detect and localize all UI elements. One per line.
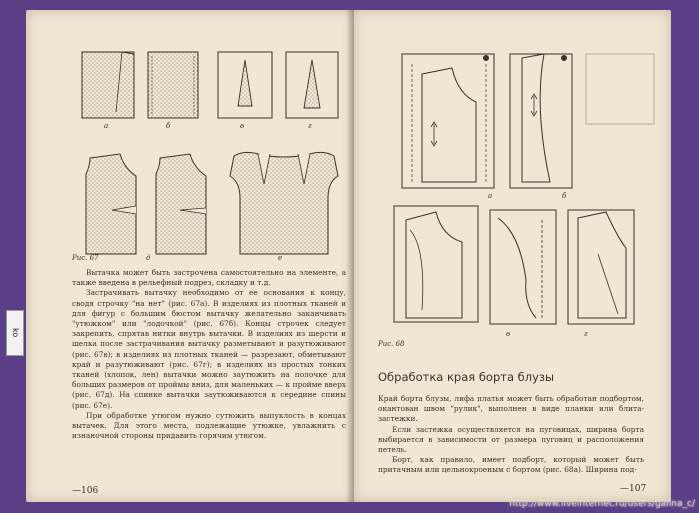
paragraph: Застрачивать вытачку необходимо от ее основания к концу, сводя строчку "на нет" (рис. 67а). В изделиях из плотных тканей и для фигур с большим бюстом вытачку желательно заканчивать "утюжком" или "лодочкой" (рис. 67б). Концы строчек следует закрепить, спрятав нитки внутрь вытачки. В изделиях из шерсти и шелка после застрачивания вытачку разметывают и разутюживают (рис. 67в); в изделиях из плотных тканей — разрезают, обметывают край и разутюживают (рис. 67г); в изделиях из простых тонких тканей (хлопок, лен) вытачки можно заутюжить на полочке для больших размеров от проймы вниз, для маленьких — к пройме вверх (рис. 67д). На спинке вытачки заутюживаются к середине спины (рис. 67е). bbox=[72, 288, 346, 410]
fig67-f-bodice bbox=[156, 154, 206, 254]
figure-67-caption: Рис. 67 bbox=[72, 254, 99, 262]
fig67-letter-a: а bbox=[104, 122, 109, 130]
paragraph: Край борта блузы, лифа платья может быть обработан подбортом, окантован швом "рулик", выполнен в виде планки или блита-застежки. bbox=[378, 394, 644, 424]
fig67-letter-v: в bbox=[240, 122, 245, 130]
paragraph: Борт, как правило, имеет подборт, который может быть притачным или цельнокроеным с бортом (рис. 68а). Ширина под- bbox=[378, 455, 644, 475]
fig68-b-faded-panel bbox=[586, 54, 654, 124]
paragraph: При обработке утюгом нужно сутюжить выпуклость в концах вытачек. Для этого места, подлежащие утюжке, увлажнить с изнаночной стороны придавить горячим утюгом. bbox=[72, 410, 346, 441]
left-page bbox=[26, 10, 354, 502]
figure-68-drawings bbox=[374, 48, 660, 346]
fig68-v-panel bbox=[394, 206, 478, 322]
fig68-d-panel bbox=[568, 210, 634, 324]
fig67-letter-g: г bbox=[308, 122, 312, 130]
fig68-letter-b: б bbox=[562, 192, 567, 200]
page-number-right: —107 bbox=[620, 484, 647, 494]
section-heading: Обработка края борта блузы bbox=[378, 370, 555, 384]
watermark-url: http://www.liveinternet.ru/users/galina_c/ bbox=[509, 499, 695, 509]
fig67-d-panel bbox=[286, 52, 338, 118]
fig67-e-bodice bbox=[86, 154, 136, 254]
right-page bbox=[354, 10, 671, 502]
fig68-letter-a: а bbox=[488, 192, 493, 200]
right-page-text bbox=[378, 394, 644, 476]
fig67-c-panel bbox=[218, 52, 272, 118]
fig68-a-panel bbox=[402, 54, 494, 188]
paragraph: Вытачка может быть застрочена самостоятельно на элементе, а также введена в рельефный подрез, складку и т.д. bbox=[72, 268, 346, 288]
figure-67-drawings bbox=[72, 46, 352, 268]
fig67-letter-d: д bbox=[146, 254, 151, 262]
figure-68-caption: Рис. 68 bbox=[378, 340, 405, 348]
page-number-left: —106 bbox=[72, 486, 99, 496]
fig67-letter-b: б bbox=[166, 122, 171, 130]
fig68-letter-g: г bbox=[584, 330, 588, 338]
spine-sticker: ko bbox=[6, 310, 24, 356]
paragraph: Если застежка осуществляется на пуговицах, ширина борта выбирается в зависимости от размера пуговиц и расположения петель. bbox=[378, 424, 644, 455]
fig67-b-panel bbox=[148, 52, 198, 118]
fig68-g-panel bbox=[490, 210, 556, 324]
fig67-g-back bbox=[230, 152, 338, 254]
fig67-letter-e: е bbox=[278, 254, 283, 262]
fig67-a-panel bbox=[82, 52, 134, 118]
fig68-b-panel bbox=[510, 54, 572, 188]
fig68-letter-v: в bbox=[506, 330, 511, 338]
left-page-text bbox=[72, 268, 346, 441]
